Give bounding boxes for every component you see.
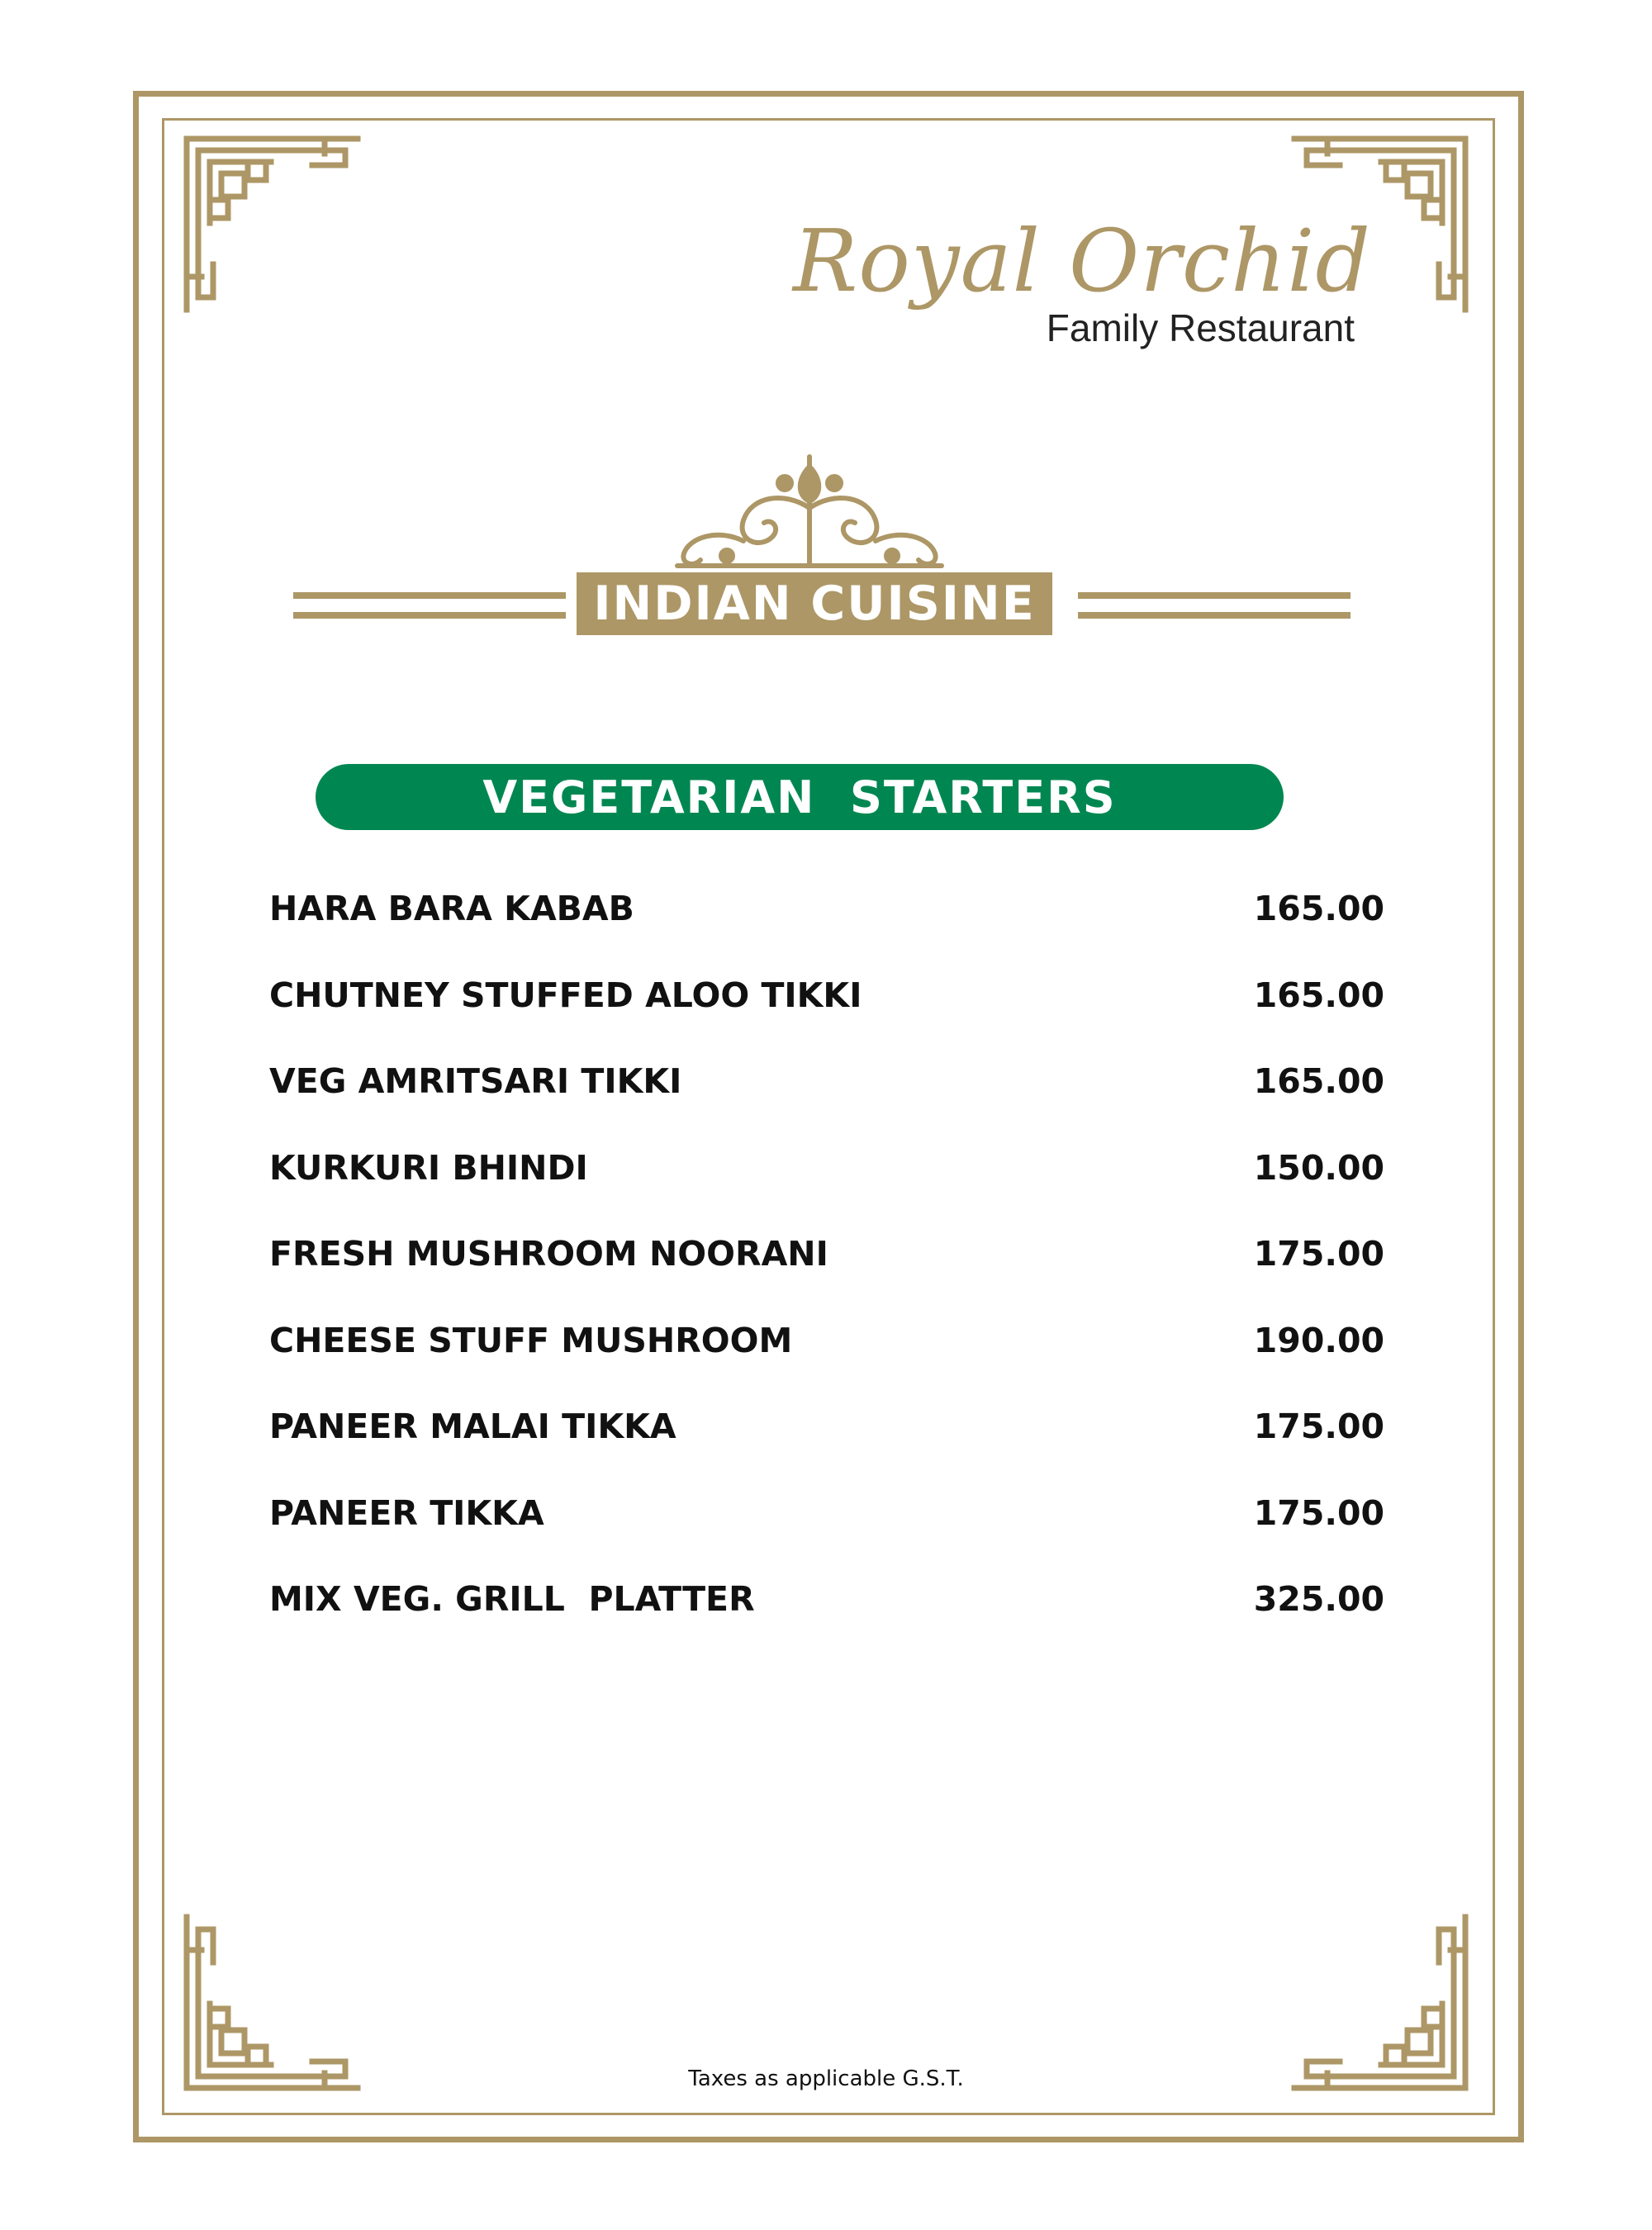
item-price: 165.00 — [1253, 889, 1384, 928]
crest-ornament-icon — [661, 450, 958, 574]
menu-item — [269, 1493, 1384, 1580]
tax-note: Taxes as applicable G.S.T. — [688, 2066, 964, 2091]
item-name: PANEER TIKKA — [269, 1492, 544, 1533]
divider-right — [1078, 592, 1351, 619]
menu-item — [269, 1579, 1384, 1666]
menu-item — [269, 1321, 1384, 1407]
menu-item — [269, 1061, 1384, 1148]
menu-item — [269, 1148, 1384, 1235]
item-name: KURKURI BHINDI — [269, 1147, 588, 1188]
divider-left — [293, 592, 566, 619]
brand-subtitle: Family Restaurant — [1046, 306, 1355, 349]
item-price: 150.00 — [1253, 1147, 1384, 1188]
item-name: PANEER MALAI TIKKA — [269, 1407, 676, 1446]
menu-list — [269, 889, 1384, 1666]
item-price: 165.00 — [1253, 975, 1384, 1015]
restaurant-logo — [792, 211, 1404, 368]
item-name: MIX VEG. GRILL PLATTER — [269, 1579, 755, 1619]
menu-item — [269, 975, 1384, 1062]
item-price: 190.00 — [1253, 1320, 1384, 1360]
item-price: 175.00 — [1253, 1234, 1384, 1274]
item-name: CHEESE STUFF MUSHROOM — [269, 1320, 793, 1360]
item-name: CHUTNEY STUFFED ALOO TIKKI — [269, 975, 862, 1015]
cuisine-title: INDIAN CUISINE — [577, 572, 1052, 635]
item-price: 325.00 — [1253, 1579, 1384, 1619]
item-name: VEG AMRITSARI TIKKI — [269, 1061, 682, 1101]
menu-item — [269, 889, 1384, 975]
item-price: 165.00 — [1253, 1061, 1384, 1101]
corner-ornament-icon — [180, 132, 378, 330]
item-price: 175.00 — [1253, 1492, 1384, 1533]
item-name: FRESH MUSHROOM NOORANI — [269, 1234, 828, 1274]
brand-name: Royal Orchid — [792, 211, 1371, 311]
menu-item — [269, 1407, 1384, 1493]
section-title: VEGETARIAN STARTERS — [316, 764, 1284, 830]
corner-ornament-icon — [1274, 1896, 1472, 2095]
corner-ornament-icon — [180, 1896, 378, 2095]
item-price: 175.00 — [1253, 1407, 1384, 1446]
item-name: HARA BARA KABAB — [269, 889, 634, 928]
menu-item — [269, 1234, 1384, 1321]
